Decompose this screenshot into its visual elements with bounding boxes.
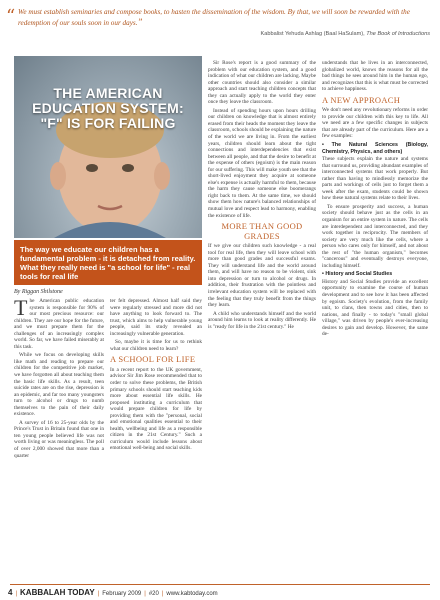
paragraph: In a recent report to the UK government, advisor Sir Jim Rose recommended that to order to solve these problems, the British primary schools should start teaching kids more about essential life skills. He proposed instituting a curriculum that would prepare children for life by providing them with the "personal, social and emotional qualities essential to their health, wellbeing and life as a responsible citizen in the 21st Century." Such a curriculum would include lessons about emotional well-being and social skills. bbox=[110, 366, 202, 452]
quote-author: Kabbalist Yehuda Ashlag (Baal HaSulam), bbox=[260, 31, 365, 37]
paragraph: If we give our children such knowledge - a real tool for real life, then they will leave school with more than good grades and successful exams. They will understand life and the world around them, and will have no reason to be violent, sink into depression or turn to alcohol or drugs. In addition, their frustration with the pointless and irrelevant education system will be replaced with the feeling that they truly benefit from the things they learn. bbox=[208, 243, 316, 309]
quote-body: We must establish seminaries and compose books, to hasten the dissemination of the wisdom. By that, we will soon be rewarded with the redemption of our souls soon in our days. bbox=[18, 8, 410, 27]
paragraph-text: he American public education system is responsible for 90% of our most precious resource: our children. They are our hope for the future, and we must prepare them for the challenges of an increasingly complex world. So far, we have failed miserably at this task. bbox=[14, 298, 104, 350]
page-number: 4 bbox=[8, 588, 13, 597]
paragraph: While we focus on developing skills like math and reading to prepare our children for the competitive job market, we have forgotten all about teaching them the basic life skills. As a result, teen suicide rates are on the rise, depression is an epidemic, and far too many youngsters turn to alcohol or drugs to numb themselves to the pain of their daily existence. bbox=[14, 352, 104, 418]
separator: | bbox=[15, 591, 18, 597]
paragraph: Instead of spending hours upon hours drilling our children on knowledge that is almost entirely erased from their heads the moment they leave the classroom, schools should be explaining the nature of the world we are living in. From the earliest years, children should learn about the tight connections and interdependencies that exist between all people, and that the desire to benefit at the expense of others (egoism) is the main reason for our suffering. This will make youth see that the short-lived enjoyment they acquire at someone else's expense is actually harmful to them, because the harm they cause someone else boomerangs right back to them. At the same time, we should show them how nature's balanced relationships of mutual love and respect lead to harmony, enabling the existence of life. bbox=[208, 107, 316, 219]
separator: | bbox=[144, 591, 146, 597]
article-title-line2: EDUCATION SYSTEM: bbox=[32, 100, 184, 116]
separator: | bbox=[97, 591, 100, 597]
close-quote-icon: ” bbox=[137, 16, 143, 27]
section-heading: A SCHOOL FOR LIFE bbox=[110, 354, 196, 365]
bullet-heading: • The Natural Sciences (Biology, Chemistry, Physics, and others) bbox=[322, 141, 428, 155]
paragraph: These subjects explain the nature and systems that surround us, providing abundant examples of interconnected systems that work properly. But rather than having to mindlessly memorize the parts and workings of cells just to forget them a week after the exam, students could be shown how these natural systems relate to their lives. bbox=[322, 156, 428, 202]
byline: By Riggan Shilstone bbox=[14, 289, 63, 295]
quote-attribution bbox=[261, 31, 431, 37]
quote-banner bbox=[0, 0, 440, 56]
paragraph: We don't need any revolutionary reforms in order to provide our children with this key to life. All we need are a few specific changes in subjects that are already part of the curriculum. Here are a few examples: bbox=[322, 107, 428, 140]
footer-divider bbox=[10, 584, 430, 585]
magazine-name: KABBALAH TODAY bbox=[20, 588, 95, 597]
paragraph: To ensure prosperity and success, a human society should behave just as the cells in an organism for an entire system in nature. The cells are interdependent and interconnected, and they work together in reciprocity. The members of society are very much like the cells, where a person who cares only for himself, and not about the rest of "the human organism," becomes "cancerous" and eventually destroys everyone, including himself. bbox=[322, 203, 428, 269]
section-heading: MORE THAN GOOD GRADES bbox=[221, 221, 303, 241]
bullet-heading: • History and Social Studies bbox=[322, 271, 393, 278]
article-title-line3: "F" IS FOR FAILING bbox=[40, 115, 176, 131]
article-title-line1: THE AMERICAN bbox=[53, 85, 163, 101]
column-4 bbox=[322, 60, 428, 340]
article-title bbox=[14, 86, 202, 131]
page-footer bbox=[0, 584, 440, 600]
column-1 bbox=[14, 295, 104, 461]
paragraph bbox=[14, 295, 104, 350]
column-2 bbox=[110, 298, 202, 454]
article-subtitle: The way we educate our children has a fundamental problem - it is detached from reality. What they really need is "a school for life" - real tools for real life bbox=[14, 240, 202, 285]
paragraph: understands that he lives in an interconnected, globalized world, knows the reasons for all the bad things he sees around him in the human ego, and recognizes that this is what must be corrected to achieve happiness. bbox=[322, 60, 428, 93]
quote-text bbox=[18, 8, 432, 28]
section-heading: A NEW APPROACH bbox=[322, 94, 401, 105]
website-link[interactable]: www.kabtoday.com bbox=[166, 591, 218, 597]
paragraph: A child who understands himself and the world around him learns to look at reality differently. He is "ready for life in the 21st century." He bbox=[208, 310, 316, 330]
footer-text bbox=[8, 588, 218, 597]
issue-number: #20 bbox=[148, 591, 159, 597]
issue-date: February 2009 bbox=[102, 591, 142, 597]
hero-image bbox=[14, 56, 202, 238]
paragraph: History and Social Studies provide an excellent opportunity to examine the course of human development and to see how it has been affected by egoism. Society's evolution, from the family unit, to clans, then towns and cities, then to nations, and finally - to today's "small global village," was driven by people's ever-increasing desires to gain and develop. However, the same de- bbox=[322, 278, 428, 338]
paragraph: Sir Rose's report is a good summary of the problem with our education system, and a good indication of what our children are lacking. Maybe other countries should also consider a similar approach and start teaching children concepts that they can actually apply to the world they enter once they leave the classroom. bbox=[208, 60, 316, 106]
open-quote-icon: “ bbox=[6, 6, 16, 27]
drop-cap: T bbox=[14, 295, 28, 320]
quote-work: The Book of Introductions bbox=[366, 31, 430, 37]
separator: | bbox=[161, 591, 164, 597]
child-portrait-image bbox=[14, 56, 202, 238]
paragraph: So, maybe it is time for us to rethink what our children need to learn? bbox=[110, 339, 202, 352]
paragraph: A survey of 16 to 25-year olds by the Prince's Trust in Britain found that one in ten young people believed life was not worth living or was meaningless. The poll of over 2,000 showed that more than a quarter bbox=[14, 419, 104, 459]
column-3 bbox=[208, 60, 316, 332]
paragraph: ter felt depressed. Almost half said they were regularly stressed and more did not have anything to look forward to. The trust, which aims to help vulnerable young people, said its study revealed an increasingly vulnerable generation. bbox=[110, 298, 202, 337]
